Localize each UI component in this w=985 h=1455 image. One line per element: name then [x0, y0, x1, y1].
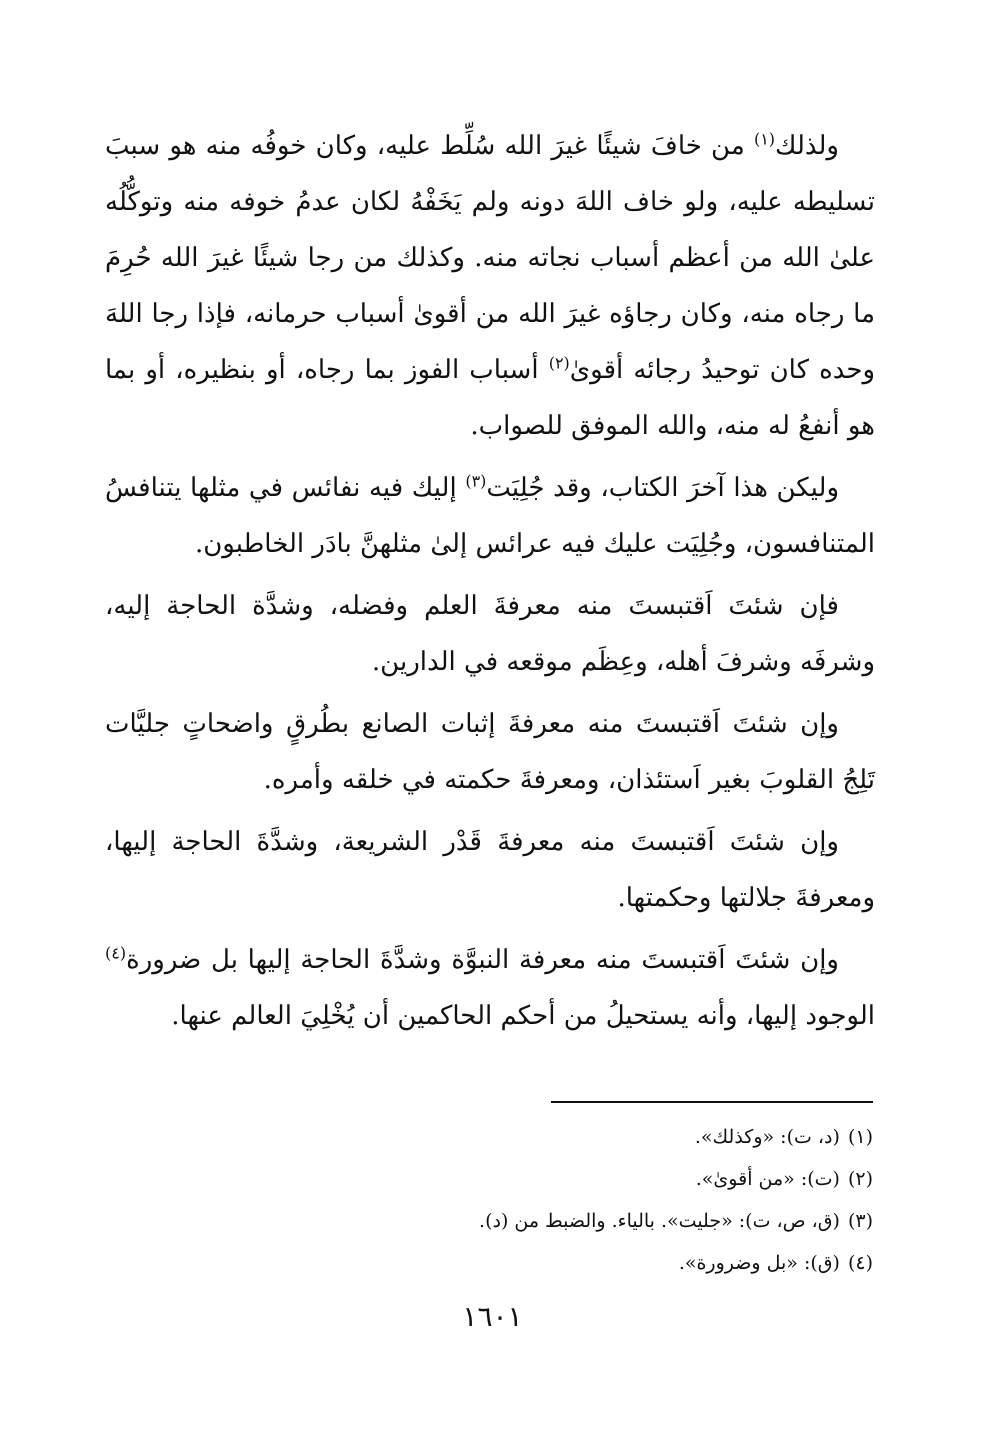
text-segment: إليك فيه نفائس في مثلها يتنافسُ المتنافسون، وجُلِيَت عليك فيه عرائس إلىٰ مثلهنَّ بادَر الخاطبون.: [105, 473, 875, 559]
text-segment: الوجود إليها، وأنه يستحيلُ من أحكم الحاكمين أن يُخْلِيَ العالم عنها.: [171, 1001, 875, 1031]
footnote-text: (ق، ص، ت): «جليت». بالياء. والضبط من (د).: [479, 1210, 840, 1232]
footnote-number: (٣): [847, 1210, 873, 1232]
main-text: [105, 118, 875, 1050]
footnote-item: [253, 1200, 873, 1242]
footnote-number: (٤): [847, 1252, 873, 1274]
text-segment: وإن شئتَ اَقتبستَ منه معرفةَ قَدْر الشريعة، وشدَّةَ الحاجة إليها، ومعرفةَ جلالتها وحكمتها.: [105, 827, 875, 913]
footnote-separator: [551, 1101, 873, 1103]
footnote-reference[interactable]: (٢): [548, 353, 570, 373]
text-segment: أسباب الفوز بما رجاه، أو بنظيره، أو بما هو أنفعُ له منه، والله الموفق للصواب.: [105, 355, 875, 441]
paragraph: [105, 932, 875, 1044]
footnote-reference[interactable]: (٤): [105, 943, 127, 963]
text-segment: وليكن هذا آخرَ الكتاب، وقد جُلِيَت: [486, 473, 839, 503]
paragraph: [105, 578, 875, 690]
footnote-item: [253, 1242, 873, 1284]
footnote-reference[interactable]: (٣): [465, 471, 487, 491]
footnotes-list: [253, 1116, 873, 1284]
footnote-item: [253, 1158, 873, 1200]
text-segment: من خافَ شيئًا غيرَ الله سُلِّط عليه، وكان خوفُه منه هو سببَ تسليطه عليه، ولو خاف اللهَ دونه ولم يَخَفْهُ لكان عدمُ خوفه منه وتوكُّلُه علىٰ الله من أعظم أسباب نجاته منه. وكذلك من رجا شيئًا غيرَ الله حُرِمَ ما رجاه منه، وكان رجاؤه غيرَ الله من أقوىٰ أسباب حرمانه، فإذا رجا اللهَ وحده كان توحيدُ رجائه أقوىٰ: [105, 131, 876, 385]
page-number: ١٦٠١: [462, 1300, 523, 1333]
paragraph: [105, 696, 875, 808]
footnote-reference[interactable]: (١): [753, 129, 776, 149]
footnote-text: (ت): «من أقوىٰ».: [695, 1168, 840, 1190]
paragraph: [105, 814, 875, 926]
paragraph: [105, 460, 875, 572]
text-segment: وإن شئتَ اَقتبستَ منه معرفة النبوَّة وشدَّةَ الحاجة إليها بل ضرورة: [126, 945, 839, 975]
paragraph: [105, 118, 875, 454]
footnote-text: (ق): «بل وضرورة».: [678, 1252, 840, 1274]
text-segment: وإن شئتَ اَقتبستَ منه معرفةَ إثبات الصانع بطُرقٍ واضحاتٍ جليَّات تَلِجُ القلوبَ بغير اَستئذان، ومعرفةَ حكمته في خلقه وأمره.: [105, 709, 875, 795]
text-segment: فإن شئتَ اَقتبستَ منه معرفةَ العلم وفضله، وشدَّة الحاجة إليه، وشرفَه وشرفَ أهله، وعِظَم موقعه في الدارين.: [105, 591, 875, 677]
footnote-number: (١): [847, 1126, 873, 1148]
footnote-text: (د، ت): «وكذلك».: [694, 1126, 840, 1148]
footnote-item: [253, 1116, 873, 1158]
text-segment: ولذلك: [775, 131, 839, 161]
footnote-number: (٢): [847, 1168, 873, 1190]
